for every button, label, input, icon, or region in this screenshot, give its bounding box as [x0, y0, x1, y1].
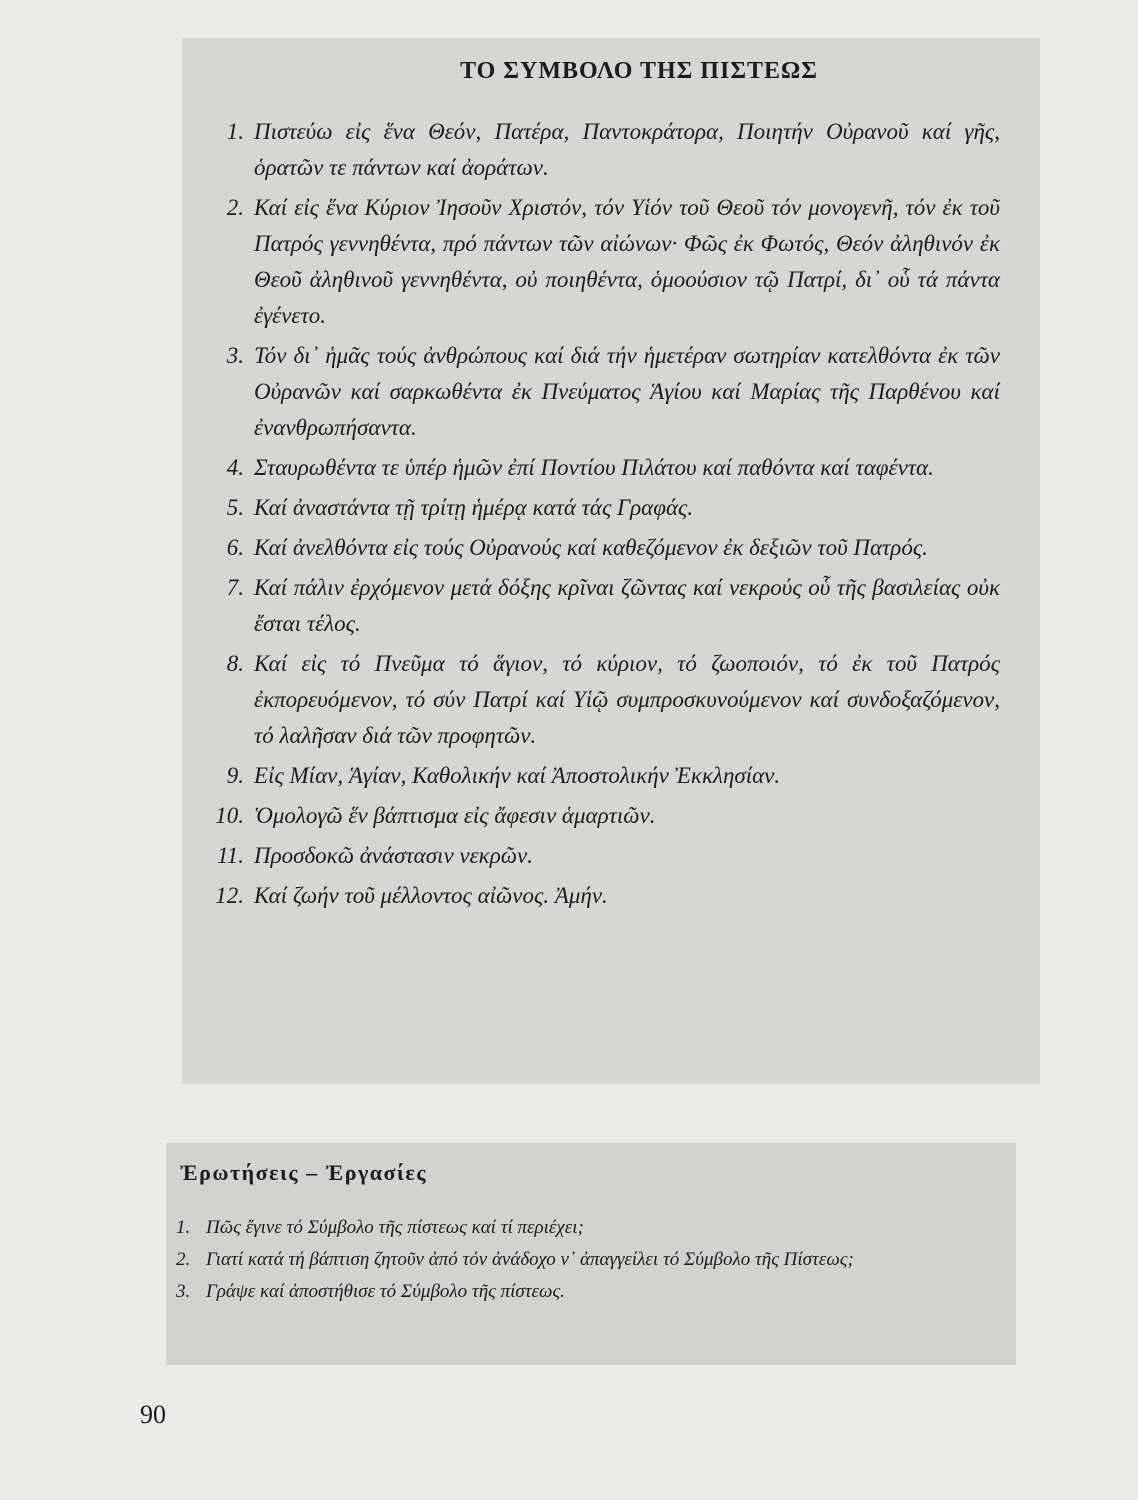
article-number: 5.	[226, 495, 244, 520]
question-number: 1.	[176, 1217, 191, 1238]
question-text: Γράψε καί ἀποστήθισε τό Σύμβολο τῆς πίστεως.	[206, 1281, 565, 1302]
article-number: 6.	[226, 535, 244, 560]
article-text: Καί ζωήν τοῦ μέλλοντος αἰῶνος. Ἀμήν.	[254, 883, 608, 908]
creed-article	[200, 114, 1000, 186]
question-text: Πῶς ἔγινε τό Σύμβολο τῆς πίστεως καί τί περιέχει;	[206, 1217, 584, 1238]
creed-article	[200, 798, 1000, 834]
article-text: Καί πάλιν ἐρχόμενον μετά δόξης κρῖναι ζῶντας καί νεκρούς οὗ τῆς βασιλείας οὐκ ἔσται τέλος.	[254, 575, 1000, 636]
question-number: 2.	[176, 1249, 191, 1270]
question-item	[176, 1214, 996, 1242]
question-item	[176, 1278, 996, 1306]
article-number: 1.	[226, 119, 244, 144]
creed-article	[200, 190, 1000, 334]
creed-article	[200, 838, 1000, 874]
questions-heading: Ἐρωτήσεις – Ἐργασίες	[180, 1160, 428, 1185]
question-item	[176, 1246, 996, 1274]
article-number: 2.	[226, 195, 244, 220]
article-number: 10.	[215, 803, 244, 828]
creed-article	[200, 530, 1000, 566]
article-text: Καί ἀνελθόντα εἰς τούς Οὐρανούς καί καθεζόμενον ἐκ δεξιῶν τοῦ Πατρός.	[254, 535, 928, 560]
article-number: 9.	[226, 763, 244, 788]
creed-list	[200, 114, 1000, 918]
article-text: Εἰς Μίαν, Ἁγίαν, Καθολικήν καί Ἀποστολικήν Ἐκκλησίαν.	[254, 763, 781, 788]
article-number: 11.	[216, 843, 244, 868]
article-text: Προσδοκῶ ἀνάστασιν νεκρῶν.	[254, 843, 533, 868]
question-text: Γιατί κατά τή βάπτιση ζητοῦν ἀπό τόν ἀνάδοχο ν᾽ ἀπαγγείλει τό Σύμβολο τῆς Πίστεως;	[206, 1249, 854, 1270]
creed-article	[200, 338, 1000, 446]
article-number: 12.	[215, 883, 244, 908]
creed-article	[200, 490, 1000, 526]
question-number: 3.	[176, 1281, 191, 1302]
creed-article	[200, 450, 1000, 486]
creed-article	[200, 570, 1000, 642]
article-number: 7.	[226, 575, 244, 600]
article-text: Καί ἀναστάντα τῇ τρίτῃ ἡμέρᾳ κατά τάς Γραφάς.	[254, 495, 694, 520]
page-title: ΤΟ ΣΥΜΒΟΛΟ ΤΗΣ ΠΙΣΤΕΩΣ	[460, 58, 818, 84]
article-text: Ὁμολογῶ ἕν βάπτισμα εἰς ἄφεσιν ἁμαρτιῶν.	[254, 803, 656, 828]
article-number: 4.	[226, 455, 244, 480]
creed-article	[200, 646, 1000, 754]
questions-list	[176, 1214, 996, 1310]
article-text: Σταυρωθέντα τε ὑπέρ ἡμῶν ἐπί Ποντίου Πιλάτου καί παθόντα καί ταφέντα.	[254, 455, 934, 480]
creed-article	[200, 758, 1000, 794]
article-text: Πιστεύω εἰς ἕνα Θεόν, Πατέρα, Παντοκράτορα, Ποιητήν Οὐρανοῦ καί γῆς, ὁρατῶν τε πάντων καί ἀοράτων.	[254, 119, 1000, 180]
article-number: 8.	[226, 651, 244, 676]
article-text: Τόν δι᾽ ἡμᾶς τούς ἀνθρώπους καί διά τήν ἡμετέραν σωτηρίαν κατελθόντα ἐκ τῶν Οὐρανῶν καί σαρκωθέντα ἐκ Πνεύματος Ἁγίου καί Μαρίας τῆς Παρθένου καί ἐνανθρωπήσαντα.	[254, 343, 1000, 440]
page-number: 90	[140, 1400, 166, 1429]
article-text: Καί εἰς τό Πνεῦμα τό ἅγιον, τό κύριον, τό ζωοποιόν, τό ἐκ τοῦ Πατρός ἐκπορευόμενον, τό σύν Πατρί καί Υἱῷ συμπροσκυνούμενον καί συνδοξαζόμενον, τό λαλῆσαν διά τῶν προφητῶν.	[254, 651, 1000, 748]
article-number: 3.	[226, 343, 244, 368]
article-text: Καί εἰς ἕνα Κύριον Ἰησοῦν Χριστόν, τόν Υἱόν τοῦ Θεοῦ τόν μονογενῆ, τόν ἐκ τοῦ Πατρός γεννηθέντα, πρό πάντων τῶν αἰώνων· Φῶς ἐκ Φωτός, Θεόν ἀληθινόν ἐκ Θεοῦ ἀληθινοῦ γεννηθέντα, οὐ ποιηθέντα, ὁμοούσιον τῷ Πατρί, δι᾽ οὗ τά πάντα ἐγένετο.	[254, 195, 1000, 328]
creed-article	[200, 878, 1000, 914]
